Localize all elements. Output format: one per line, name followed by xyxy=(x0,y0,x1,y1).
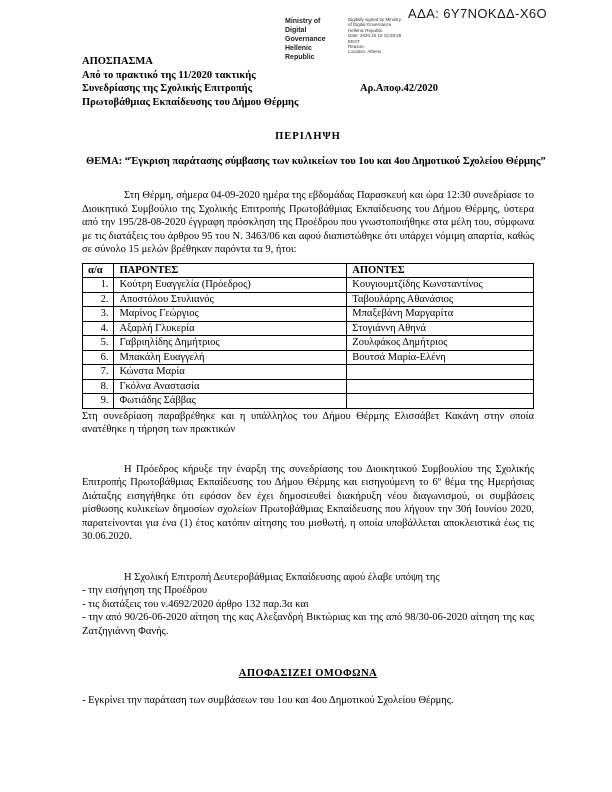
table-row xyxy=(83,292,534,307)
row-index: 5. xyxy=(83,336,114,351)
decision-text: - Εγκρίνει την παράταση των συμβάσεων του 1ου και 4ου Δημοτικού Σχολείου Θέρμης. xyxy=(82,694,454,706)
document-header xyxy=(82,55,534,109)
absent-member xyxy=(347,394,534,409)
subject-line: ΘΕΜΑ: “Έγκριση παράτασης σύμβασης των κυλικείων του 1ου και 4ου Δημοτικού Σχολείου Θέρμης” xyxy=(86,155,546,167)
row-index: 2. xyxy=(83,292,114,307)
opening-paragraph: Στη Θέρμη, σήμερα 04-09-2020 ημέρα της εβδομάδας Παρασκευή και ώρα 12:30 συνεδρίασε το Διοικητικό Συμβούλιο της Σχολικής Επιτροπής Πρωτοβάθμιας Εκπαίδευσης του Δήμου Θέρμης, ύστερα από την 195/28-08-2020 έγγραφη πρόσκληση της Προέδρου που γνωστοποιήθηκε στα μέλη του, σύμφωνα με τις διατάξεις του άρθρου 95 του Ν. 3463/06 και αφού διαπιστώθηκε ότι υπάρχει νόμιμη απαρτία, καθώς σε σύνολο 15 μελών βρέθηκαν παρόντα τα 9, ήτοι: xyxy=(82,190,534,255)
ministry-line: Governance xyxy=(285,36,326,43)
present-member: Κούτρη Ευαγγελία (Πρόεδρος) xyxy=(114,278,347,293)
table-row xyxy=(83,365,534,380)
signature-line: Reason: xyxy=(348,44,365,50)
absent-member: Ταβουλάρης Αθανάσιος xyxy=(347,292,534,307)
decision-number: Αρ.Αποφ.42/2020 xyxy=(360,83,439,94)
absent-member: Μπαξεβάνη Μαργαρίτα xyxy=(347,307,534,322)
ministry-line: Hellenic Republic xyxy=(285,45,315,61)
present-member: Μαρίνος Γεώργιος xyxy=(114,307,347,322)
attendance-table xyxy=(82,263,534,409)
header-title: ΑΠΟΣΠΑΣΜΑ xyxy=(82,56,153,67)
signature-line: EEST xyxy=(348,38,360,44)
president-paragraph: Η Πρόεδρος κήρυξε την έναρξη της συνεδρίασης του Διοικητικού Συμβουλίου της Σχολικής Επιτροπής Πρωτοβάθμιας Εκπαίδευσης του Δήμου Θέρμης και εισηγούμενη το 6º θέμα της Ημερήσιας Διάταξης εισηγήθηκε ότι εφόσον δεν έχει δημοσιευθεί διακήρυξη νέου διαγωνισμού, οι συμβάσεις μίσθωσης κυλικείων δημοσίων σχολείων Πρωτοβάθμιας Εκπαίδευσης που λήγουν την 30ή Ιουνίου 2020, παρατείνονται για ένα (1) έτος κατόπιν αίτησης του μισθωτή, η οποία υποβάλλεται αποκλειστικά έως τις 30.06.2020. xyxy=(82,463,534,542)
decision-heading: ΑΠΟΦΑΣΙΖΕΙ ΟΜΟΦΩΝΑ xyxy=(238,668,378,679)
table-row xyxy=(83,321,534,336)
table-row xyxy=(83,394,534,409)
present-member: Αποστόλου Στυλιανός xyxy=(114,292,347,307)
row-index: 9. xyxy=(83,394,114,409)
table-row xyxy=(83,350,534,365)
row-index: 6. xyxy=(83,350,114,365)
col-header-absent: ΑΠΟΝΤΕΣ xyxy=(347,263,534,278)
header-subtitle-2 xyxy=(82,82,534,96)
absent-member: Στογιάννη Αθηνά xyxy=(347,321,534,336)
signature-line: Hellenic Republic xyxy=(348,27,383,33)
absent-member xyxy=(347,379,534,394)
signature-line: Digitally signed by Ministry xyxy=(348,17,402,22)
present-member: Φωτιάδης Σάββας xyxy=(114,394,347,409)
table-row xyxy=(83,278,534,293)
consideration-item: - τις διατάξεις του ν.4692/2020 άρθρο 132 παρ.3α και xyxy=(82,598,309,610)
absent-member: Βουτσά Μαρία-Ελένη xyxy=(347,350,534,365)
signature-line: Date: 2020.10.16 10:29:26 xyxy=(348,33,402,39)
ada-code: ΑΔΑ: 6Υ7ΝΟΚΔΔ-Χ6Ο xyxy=(408,6,548,21)
col-header-present: ΠΑΡΟΝΤΕΣ xyxy=(114,263,347,278)
present-member: Γαβριηλίδης Δημήτριος xyxy=(114,336,347,351)
signature-line: of Digital Governance, xyxy=(348,22,393,28)
absent-member: Κουγιουμτζίδης Κωνσταντίνος xyxy=(347,278,534,293)
present-member: Μπακάλη Ευαγγελή xyxy=(114,350,347,365)
present-member: Γκόλνα Αναστασία xyxy=(114,379,347,394)
header-subtitle-1: Από το πρακτικό της 11/2020 τακτικής xyxy=(82,69,256,81)
ministry-line: Ministry of Digital xyxy=(285,18,321,34)
document-content xyxy=(82,55,546,707)
committee-intro: Η Σχολική Επιτροπή Δευτεροβάθμιας Εκπαίδευσης αφού έλαβε υπόψη της xyxy=(124,571,440,583)
col-header-index: α/α xyxy=(83,263,114,278)
table-row xyxy=(83,336,534,351)
header-subtitle-2-text: Συνεδρίασης της Σχολικής Επιτροπής xyxy=(82,83,253,94)
signature-line: Location: Athens xyxy=(348,49,382,55)
table-row xyxy=(83,379,534,394)
row-index: 1. xyxy=(83,278,114,293)
table-row xyxy=(83,307,534,322)
present-member: Κώνστα Μαρία xyxy=(114,365,347,380)
present-member: Αξαρλή Γλυκερία xyxy=(114,321,347,336)
row-index: 3. xyxy=(83,307,114,322)
row-index: 8. xyxy=(83,379,114,394)
row-index: 7. xyxy=(83,365,114,380)
secretary-note: Στη συνεδρίαση παραβρέθηκε και η υπάλληλος του Δήμου Θέρμης Ελισσάβετ Κακάνη στην οποία ανατέθηκε η τήρηση των πρακτικών xyxy=(82,410,534,435)
consideration-item: - την από 90/26-06-2020 αίτηση της κας Αλεξανδρή Βικτώριας και της από 98/30-06-2020 αίτηση της κας Ζατζηγιάννη Φανής. xyxy=(82,612,534,637)
consideration-item: - την εισήγηση της Προέδρου xyxy=(82,585,208,596)
absent-member: Ζουλφάκος Δημήτριος xyxy=(347,336,534,351)
row-index: 4. xyxy=(83,321,114,336)
summary-heading: ΠΕΡΙΛΗΨΗ xyxy=(275,131,341,142)
table-header-row xyxy=(83,263,534,278)
header-subtitle-3: Πρωτοβάθμιας Εκπαίδευσης του Δήμου Θέρμης xyxy=(82,96,299,108)
absent-member xyxy=(347,365,534,380)
